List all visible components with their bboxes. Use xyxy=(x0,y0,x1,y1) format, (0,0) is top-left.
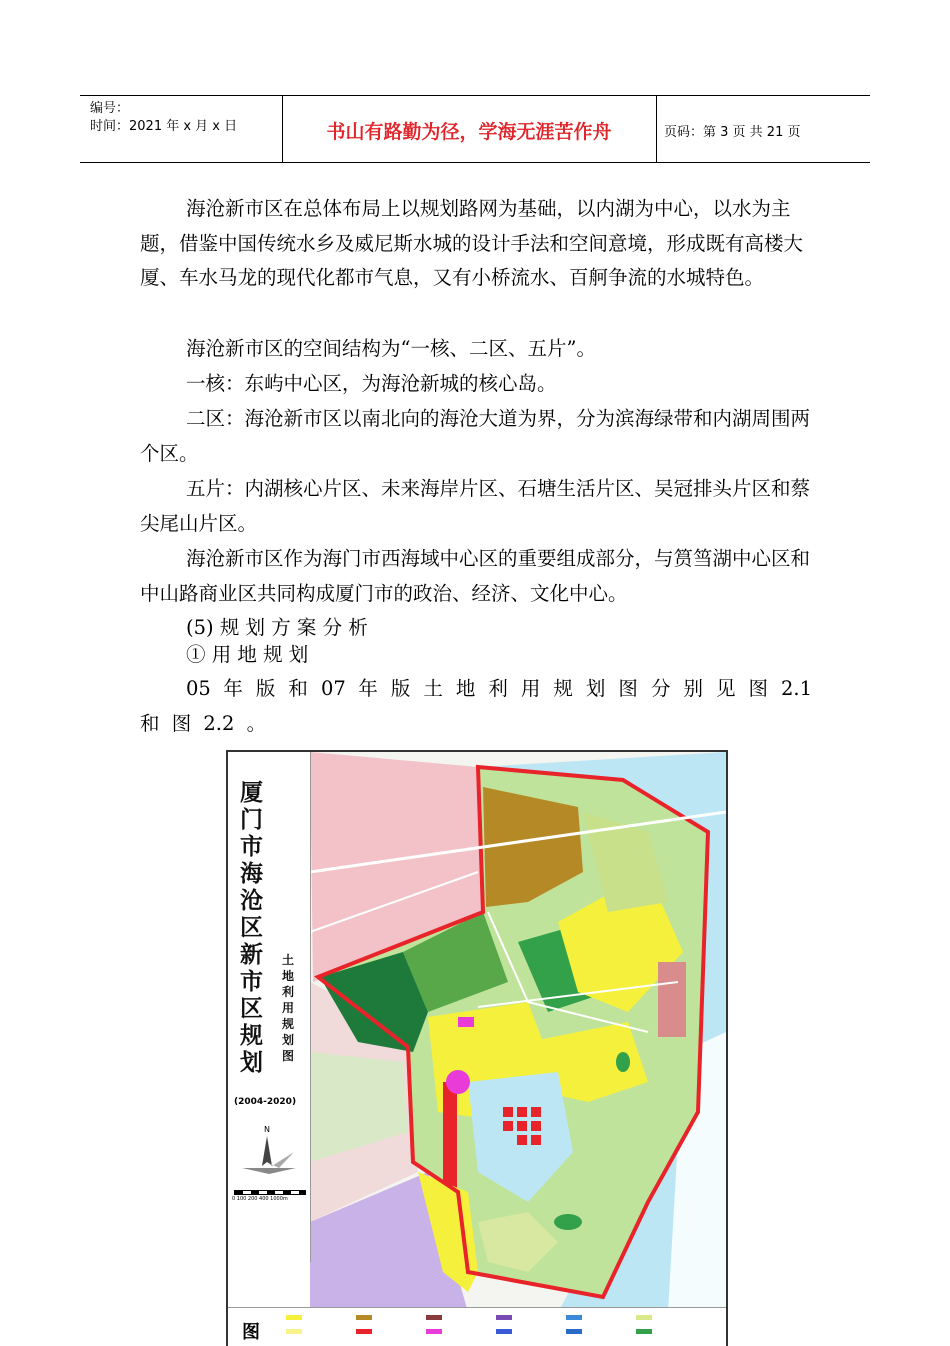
north-label: N xyxy=(264,1125,270,1134)
paragraph-layout: 海沧新市区在总体布局上以规划路网为基础，以内湖为中心，以水为主题，借鉴中国传统水乡及威尼斯水城的设计手法和空间意境，形成既有高楼大厦、车水马龙的现代化都市气息，又有小桥流水、百舸争流的水城特色。 xyxy=(140,197,804,289)
header-bottom-rule xyxy=(80,162,870,163)
map-title-panel xyxy=(228,752,311,1262)
paragraph-core: 一核：东屿中心区，为海沧新城的核心岛。 xyxy=(186,372,557,395)
serial-number: 编号： xyxy=(90,101,130,116)
section-heading: (5) 规 划 方 案 分 析 xyxy=(186,616,368,639)
legend-swatch xyxy=(636,1328,655,1334)
map-legend xyxy=(228,1307,726,1346)
legend-swatch xyxy=(286,1328,305,1334)
legend-swatch xyxy=(566,1314,585,1320)
header-meta xyxy=(90,100,237,136)
scale-label: 0 100 200 400 1000m xyxy=(232,1196,288,1202)
paragraph-structure: 海沧新市区的空间结构为“一核、二区、五片”。 xyxy=(186,337,596,360)
legend-swatch xyxy=(426,1328,445,1334)
land-use-map-figure xyxy=(226,750,728,1346)
legend-swatch xyxy=(496,1314,515,1320)
header-divider xyxy=(656,96,657,163)
paragraph-figure-ref: 05 年 版 和 07 年 版 土 地 利 用 规 划 图 分 别 见 图 2.1 和 图 2.2 。 xyxy=(140,677,812,735)
paragraph-five-areas: 五片：内湖核心片区、未来海岸片区、石塘生活片区、吴冠排头片区和蔡尖尾山片区。 xyxy=(140,477,811,535)
header-motto: 书山有路勤为径，学海无涯苦作舟 xyxy=(326,121,612,143)
date-line: 时间：2021 年 x 月 x 日 xyxy=(90,119,238,134)
map-years: (2004-2020) xyxy=(234,1097,297,1107)
legend-title: 图 xyxy=(242,1322,260,1343)
subsection-heading: ① 用 地 规 划 xyxy=(186,643,309,666)
legend-swatch xyxy=(496,1328,515,1334)
legend-swatch xyxy=(426,1314,445,1320)
paragraph-role: 海沧新市区作为海门市西海域中心区的重要组成部分，与筼筜湖中心区和中山路商业区共同构成厦门市的政治、经济、文化中心。 xyxy=(140,547,811,605)
map-title: 厦门市海沧区新市区规划 xyxy=(240,780,263,1076)
paragraph-two-zones: 二区：海沧新市区以南北向的海沧大道为界，分为滨海绿带和内湖周围两个区。 xyxy=(140,407,811,465)
page-number: 页码：第 3 页 共 21 页 xyxy=(664,125,801,140)
scale-bar xyxy=(234,1190,306,1195)
public-facility xyxy=(446,1070,470,1094)
header-top-rule xyxy=(80,95,870,96)
legend-swatch xyxy=(356,1314,375,1320)
legend-swatch xyxy=(636,1314,655,1320)
legend-swatch xyxy=(566,1328,585,1334)
map-subtitle: 土地利用规划图 xyxy=(282,953,295,1063)
legend-swatch xyxy=(286,1314,305,1320)
legend-swatch xyxy=(356,1328,375,1334)
